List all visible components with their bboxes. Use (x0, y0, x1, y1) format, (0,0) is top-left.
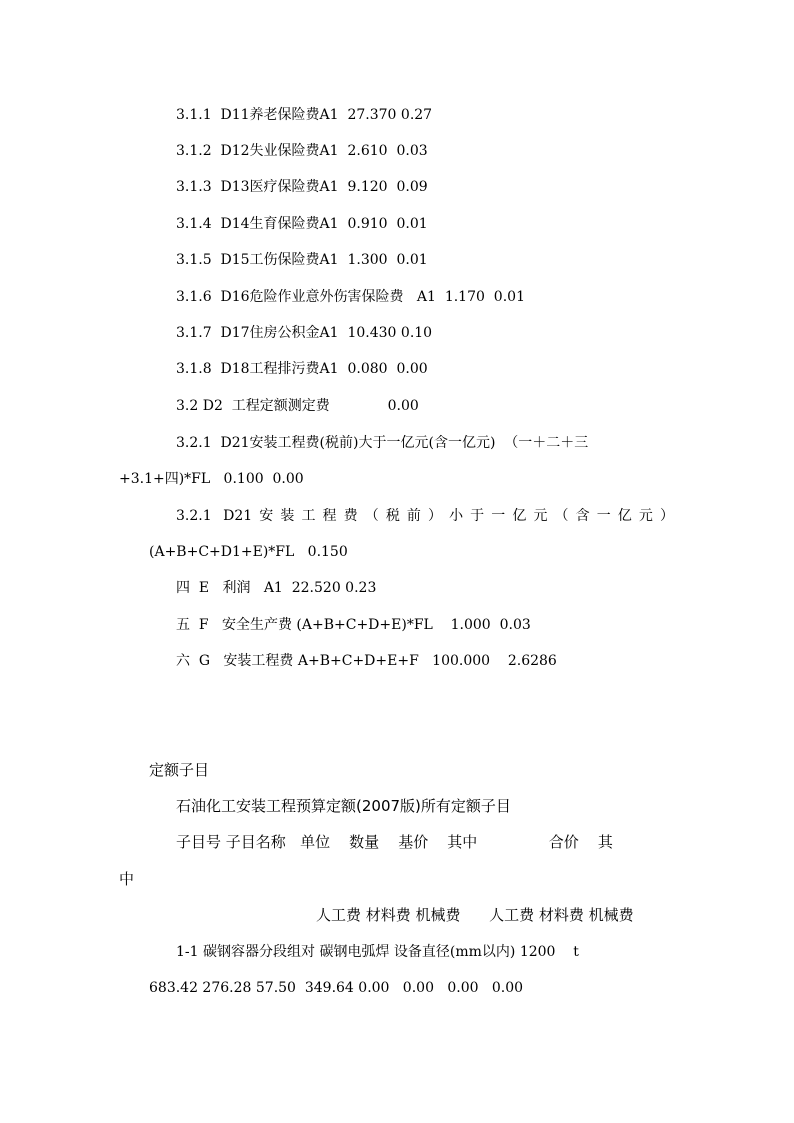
cost-line-3-1-8: 3.1.8 D18工程排污费A1 0.080 0.00 (176, 361, 428, 377)
cost-line-3-1-7: 3.1.7 D17住房公积金A1 10.430 0.10 (176, 325, 433, 341)
cost-line-3-2-1-a-cont: +3.1+四)*FL 0.100 0.00 (119, 471, 304, 487)
quota-table-header-wrap: 中 (119, 870, 135, 888)
cost-line-3-2-1-b: 3.2.1 D21安装工程费（税前）小于一亿元（含一亿元） (176, 508, 674, 524)
cost-line-3-2: 3.2 D2 工程定额测定费 0.00 (176, 398, 419, 414)
summary-line-profit: 四 E 利润 A1 22.520 0.23 (176, 580, 377, 596)
cost-line-3-1-2: 3.1.2 D12失业保险费A1 2.610 0.03 (176, 143, 428, 159)
cost-line-3-1-4: 3.1.4 D14生育保险费A1 0.910 0.01 (176, 216, 428, 232)
cost-line-3-1-6: 3.1.6 D16危险作业意外伤害保险费 A1 1.170 0.01 (176, 289, 525, 305)
quota-heading: 定额子目 (149, 761, 210, 779)
cost-line-3-1-5: 3.1.5 D15工伤保险费A1 1.300 0.01 (176, 252, 428, 268)
cost-line-3-1-1: 3.1.1 D11养老保险费A1 27.370 0.27 (176, 107, 433, 123)
quota-subtitle: 石油化工安装工程预算定额(2007版)所有定额子目 (176, 797, 511, 815)
cost-line-3-2-1-a: 3.2.1 D21安装工程费(税前)大于一亿元(含一亿元) （一＋二＋三 (176, 435, 589, 451)
cost-line-3-1-3: 3.1.3 D13医疗保险费A1 9.120 0.09 (176, 179, 428, 195)
cost-line-3-2-1-b-cont: (A+B+C+D1+E)*FL 0.150 (149, 544, 348, 560)
quota-row-1-values: 683.42 276.28 57.50 349.64 0.00 0.00 0.00 0.00 (149, 980, 524, 996)
summary-line-safety: 五 F 安全生产费 (A+B+C+D+E)*FL 1.000 0.03 (176, 617, 531, 633)
quota-row-1: 1-1 碳钢容器分段组对 碳钢电弧焊 设备直径(mm以内) 1200 t (176, 944, 579, 960)
quota-table-subheader: 人工费 材料费 机械费 人工费 材料费 机械费 (316, 906, 634, 924)
summary-line-install: 六 G 安装工程费 A+B+C+D+E+F 100.000 2.6286 (176, 653, 557, 669)
quota-table-header: 子目号 子目名称 单位 数量 基价 其中 合价 其 (176, 833, 613, 851)
